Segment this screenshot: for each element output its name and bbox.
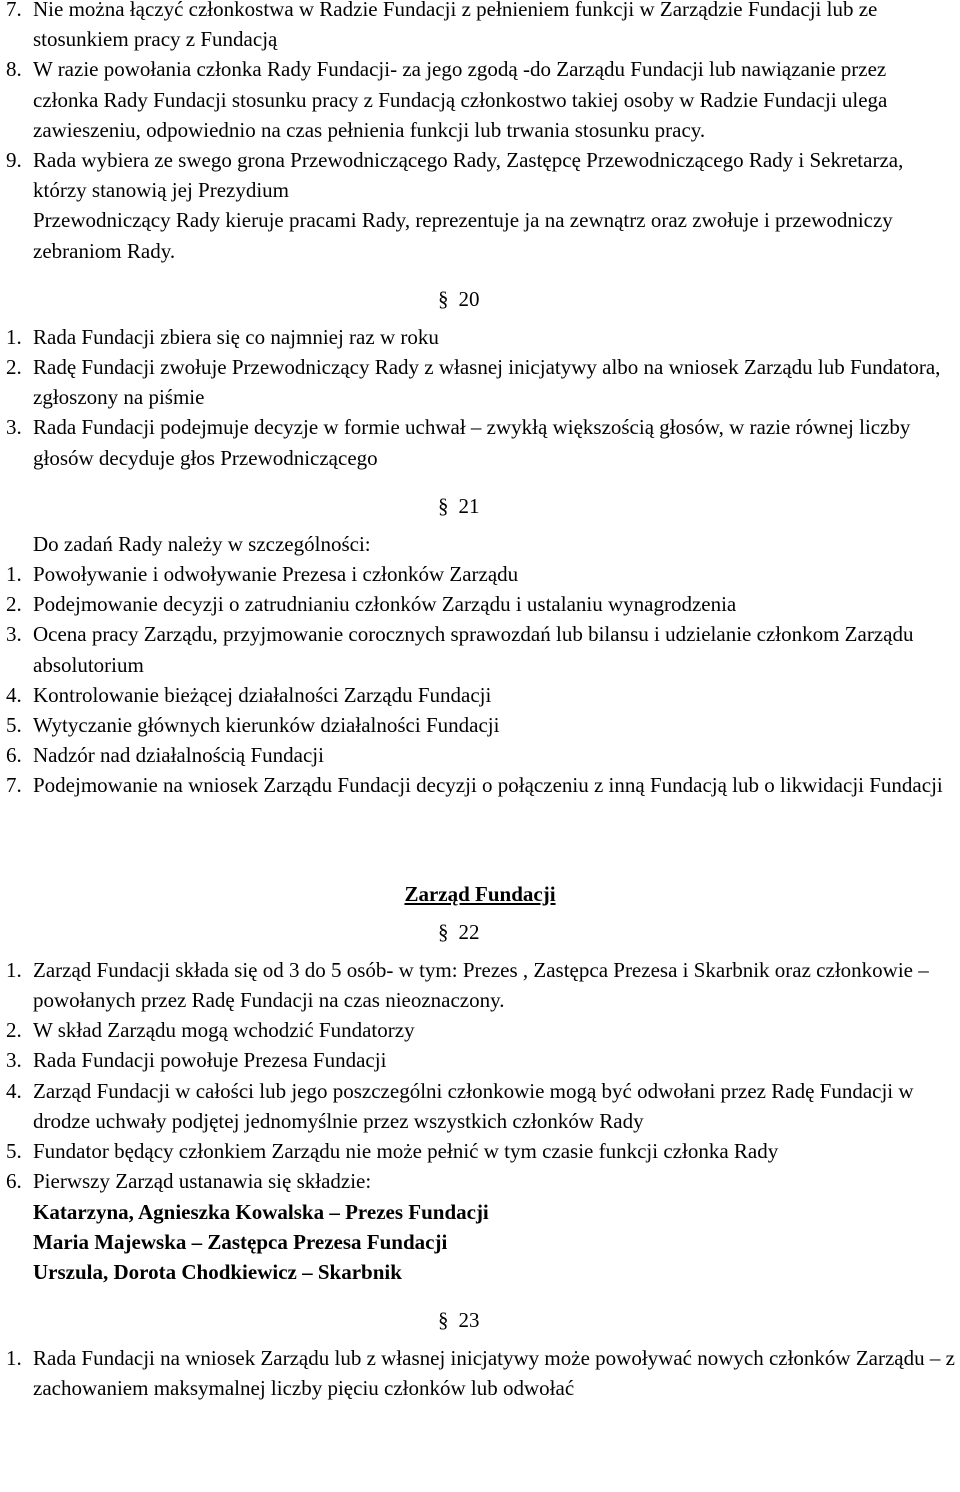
paragraph-number: 21 <box>458 493 480 518</box>
list-item <box>0 559 960 589</box>
item-text: Zarząd Fundacji składa się od 3 do 5 osób- w tym: Prezes , Zastępca Prezesa i Skarbnik oraz członkowie – powołanych przez Radę Fundacji na czas nieoznaczony. <box>33 957 929 1013</box>
list-item <box>0 680 960 710</box>
list-item <box>0 589 960 619</box>
section-heading: Zarząd Fundacji <box>404 881 556 906</box>
list-item <box>0 955 960 1015</box>
section-sign-icon: § <box>438 286 449 311</box>
item-number: 9. <box>6 148 22 173</box>
item-text: Rada wybiera ze swego grona Przewodniczącego Rady, Zastępcę Przewodniczącego Rady i Sekretarza, którzy stanowią jej Prezydium <box>33 148 904 203</box>
paragraph-number: 22 <box>458 919 480 944</box>
paragraph-20-header <box>0 284 960 314</box>
list-item <box>0 1136 960 1166</box>
item-number: 2. <box>6 355 22 380</box>
paragraph-23-header <box>0 1305 960 1335</box>
item-number: 8. <box>6 57 22 82</box>
item-number: 6. <box>6 1169 22 1194</box>
item-text: Ocena pracy Zarządu, przyjmowanie corocznych sprawozdań lub bilansu i udzielanie członkom Zarządu absolutorium <box>33 622 914 677</box>
item-text: Rada Fundacji na wniosek Zarządu lub z własnej inicjatywy może powoływać nowych członków Zarządu – z zachowaniem maksymalnej liczby pięciu członków lub odwołać <box>33 1346 955 1401</box>
item-number: 1. <box>6 324 22 349</box>
list-item <box>0 1076 960 1136</box>
item-number: 4. <box>6 1078 22 1103</box>
section-sign-icon: § <box>438 493 449 518</box>
item-text: Zarząd Fundacji w całości lub jego poszczególni członkowie mogą być odwołani przez Radę Fundacji w drodze uchwały podjętej jednomyślnie przez wszystkich członków Rady <box>33 1078 914 1133</box>
item-text: Fundator będący członkiem Zarządu nie może pełnić w tym czasie funkcji członka Rady <box>33 1139 779 1164</box>
intro-text: Do zadań Rady należy w szczególności: <box>33 531 371 556</box>
item-text: Rada Fundacji podejmuje decyzje w formie uchwał – zwykłą większością głosów, w razie równej liczby głosów decyduje głos Przewodniczącego <box>33 415 911 470</box>
item-number: 7. <box>6 0 22 21</box>
list-item <box>0 1015 960 1045</box>
item-text: Przewodniczący Rady kieruje pracami Rady, reprezentuje ja na zewnątrz oraz zwołuje i przewodniczy zebraniom Rady. <box>33 208 893 263</box>
item-text: Powoływanie i odwoływanie Prezesa i członków Zarządu <box>33 562 519 587</box>
item-number: 1. <box>6 1346 22 1371</box>
item-number: 3. <box>6 415 22 440</box>
item-number: 5. <box>6 1139 22 1164</box>
paragraph-number: 23 <box>458 1308 480 1333</box>
item-text: Kontrolowanie bieżącej działalności Zarządu Fundacji <box>33 682 492 707</box>
item-text: Rada Fundacji powołuje Prezesa Fundacji <box>33 1048 387 1073</box>
item-number: 6. <box>6 743 22 768</box>
board-member: Urszula, Dorota Chodkiewicz – Skarbnik <box>33 1259 402 1284</box>
list-item <box>0 1045 960 1075</box>
list-item <box>0 740 960 770</box>
item-text: W skład Zarządu mogą wchodzić Fundatorzy <box>33 1018 415 1043</box>
paragraph-intro <box>0 529 960 559</box>
item-number: 4. <box>6 682 22 707</box>
list-item <box>0 710 960 740</box>
item-number: 2. <box>6 592 22 617</box>
list-item <box>0 322 960 352</box>
paragraph-22-header <box>0 917 960 947</box>
list-item <box>0 145 960 205</box>
item-text: Podejmowanie na wniosek Zarządu Fundacji decyzji o połączeniu z inną Fundacją lub o likwidacji Fundacji <box>33 773 943 798</box>
list-item <box>0 352 960 412</box>
list-item <box>0 54 960 145</box>
item-number: 7. <box>6 773 22 798</box>
list-item-continuation <box>0 205 960 265</box>
list-item <box>0 412 960 472</box>
list-item <box>0 619 960 679</box>
list-item <box>0 770 960 800</box>
item-text: W razie powołania członka Rady Fundacji- za jego zgodą -do Zarządu Fundacji lub nawiązanie przez członka Rady Fundacji stosunku pracy z Fundacją członkostwo takiej osoby w Radzie Fundacji ulega zawieszeniu, odpowiednio na czas pełnienia funkcji lub trwania stosunku pracy. <box>33 57 888 142</box>
paragraph-number: 20 <box>458 286 480 311</box>
list-item <box>0 0 960 54</box>
board-member: Maria Majewska – Zastępca Prezesa Fundacji <box>33 1229 448 1254</box>
item-text: Rada Fundacji zbiera się co najmniej raz w roku <box>33 324 439 349</box>
item-number: 1. <box>6 957 22 982</box>
item-number: 3. <box>6 1048 22 1073</box>
item-number: 3. <box>6 622 22 647</box>
section-sign-icon: § <box>438 1308 449 1333</box>
item-number: 1. <box>6 562 22 587</box>
paragraph-21-header <box>0 491 960 521</box>
item-text: Nadzór nad działalnością Fundacji <box>33 743 324 768</box>
item-text: Wytyczanie głównych kierunków działalności Fundacji <box>33 713 500 738</box>
list-item <box>0 1343 960 1403</box>
section-sign-icon: § <box>438 919 449 944</box>
item-number: 2. <box>6 1018 22 1043</box>
item-text: Pierwszy Zarząd ustanawia się składzie: <box>33 1169 372 1194</box>
item-number: 5. <box>6 713 22 738</box>
item-text: Radę Fundacji zwołuje Przewodniczący Rady z własnej inicjatywy albo na wniosek Zarządu lub Fundatora, zgłoszony na piśmie <box>33 355 941 410</box>
list-item <box>0 1166 960 1196</box>
item-text: Podejmowanie decyzji o zatrudnianiu członków Zarządu i ustalaniu wynagrodzenia <box>33 592 737 617</box>
board-member: Katarzyna, Agnieszka Kowalska – Prezes Fundacji <box>33 1199 489 1224</box>
item-text: Nie można łączyć członkostwa w Radzie Fundacji z pełnieniem funkcji w Zarządzie Fundacji lub ze stosunkiem pracy z Fundacją <box>33 0 878 52</box>
